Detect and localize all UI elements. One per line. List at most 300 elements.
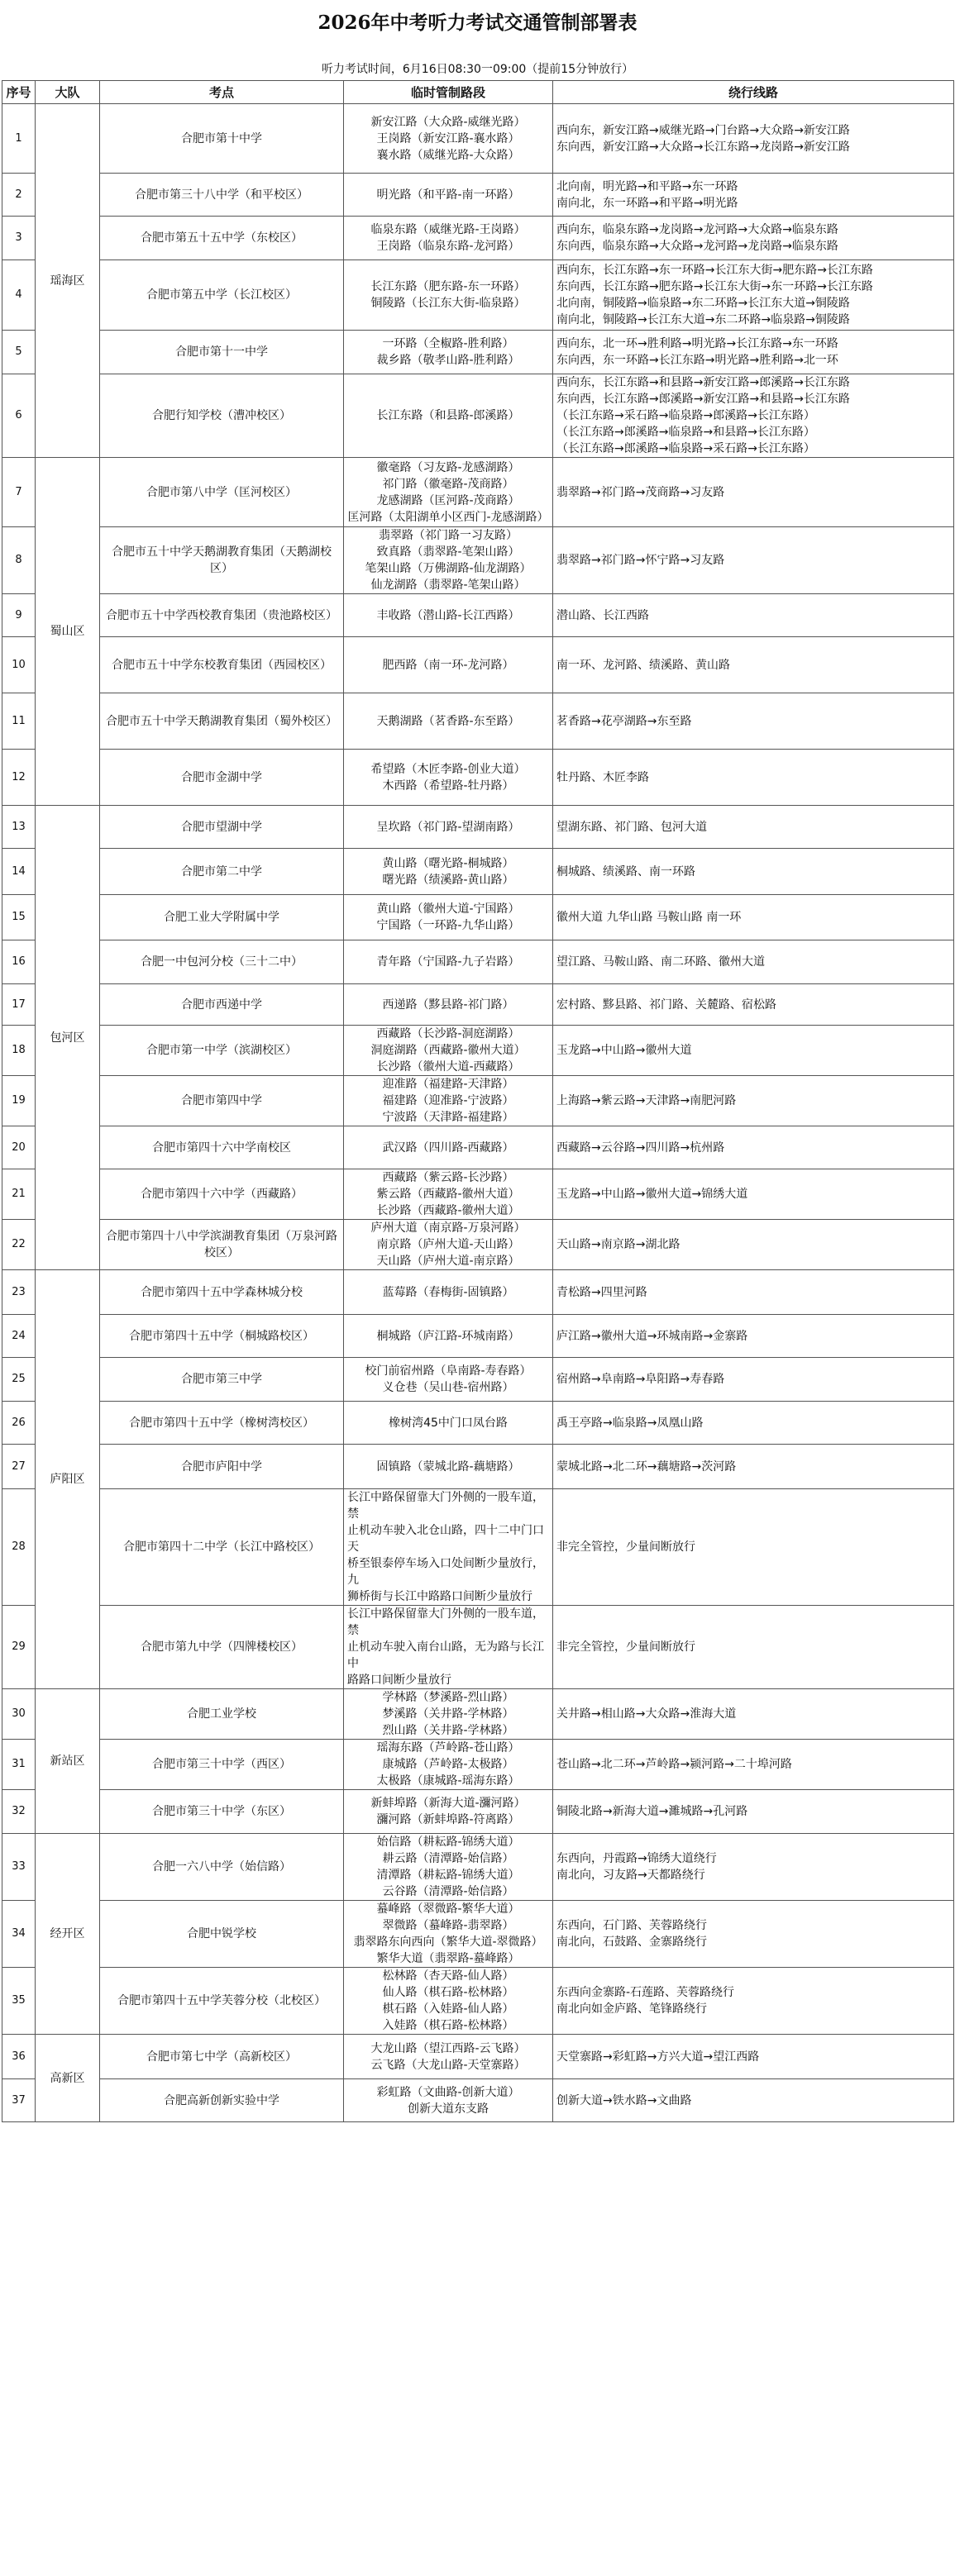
- detour-route-line: 苍山路→北二环→芦岭路→颍河路→二十埠河路: [556, 1758, 792, 1771]
- detour-route-line: 东向西，东一环路→长江东路→明光路→胜利路→北一环: [556, 354, 838, 367]
- row-number: 19: [2, 1076, 36, 1126]
- control-section-line: 福建路（迎准路-宁波路）: [382, 1094, 514, 1107]
- control-section-cell: [344, 527, 553, 594]
- table-row: [2, 984, 954, 1026]
- control-section-line: 宁波路（天津路-福建路）: [382, 1111, 514, 1124]
- detour-route-line: 牡丹路、木匠李路: [556, 770, 649, 784]
- row-number: 30: [2, 1689, 36, 1740]
- detour-route-cell: [553, 1834, 954, 1901]
- control-section-line: 仙龙湖路（翡翠路-笔架山路）: [370, 579, 526, 592]
- row-number: 18: [2, 1026, 36, 1076]
- brigade-cell: 蜀山区: [36, 458, 100, 806]
- row-number: 10: [2, 637, 36, 693]
- control-section-line: 创新大道东支路: [408, 2102, 489, 2116]
- detour-route-line: （长江东路→郎溪路→临泉路→和县路→长江东路）: [556, 426, 815, 439]
- row-number: 21: [2, 1169, 36, 1220]
- control-section-cell: [344, 1790, 553, 1834]
- control-section-line: 天鹅湖路（茗香路-东至路）: [376, 714, 520, 728]
- row-number: 35: [2, 1968, 36, 2035]
- detour-route-cell: [553, 594, 954, 637]
- detour-route-cell: [553, 1740, 954, 1790]
- row-number: 12: [2, 750, 36, 806]
- control-section-line: 黄山路（徽州大道-宁国路）: [376, 902, 520, 916]
- detour-route-line: 西向东，长江东路→和县路→新安江路→郎溪路→长江东路: [556, 376, 850, 389]
- control-section-cell: [344, 1315, 553, 1358]
- table-row: [2, 331, 954, 374]
- table-row: [2, 693, 954, 750]
- exam-site: 合肥市第一中学（滨湖校区）: [100, 1026, 344, 1076]
- row-number: 22: [2, 1220, 36, 1270]
- detour-route-line: 庐江路→徽州大道→环城南路→金寨路: [556, 1329, 748, 1343]
- detour-route-cell: [553, 260, 954, 331]
- control-section-line: 长江东路（肥东路-东一环路）: [370, 280, 526, 293]
- table-row: [2, 260, 954, 331]
- detour-route-cell: [553, 637, 954, 693]
- control-section-line: 新安江路（大众路-威继光路）: [370, 115, 526, 129]
- exam-site: 合肥一六八中学（始信路）: [100, 1834, 344, 1901]
- detour-route-line: 桐城路、绩溪路、南一环路: [556, 864, 695, 879]
- control-section-line: 匡河路（太阳湖单小区西门-龙感湖路）: [347, 510, 549, 524]
- control-section-cell: [344, 1220, 553, 1270]
- detour-route-cell: [553, 1126, 954, 1169]
- control-section-line: 呈坎路（祁门路-望湖南路）: [376, 820, 520, 834]
- detour-route-cell: [553, 1489, 954, 1606]
- control-section-line: 云谷路（清潭路-始信路）: [382, 1885, 514, 1898]
- control-section-line: 襄水路（威继光路-大众路）: [376, 148, 520, 162]
- control-section-line: 黄山路（曙光路-桐城路）: [382, 856, 514, 870]
- detour-route-cell: [553, 1220, 954, 1270]
- control-section-cell: [344, 806, 553, 849]
- control-section-cell: [344, 1901, 553, 1968]
- brigade-cell: 包河区: [36, 806, 100, 1270]
- control-section-line: 蓝莓路（春梅街-固镇路）: [382, 1285, 514, 1299]
- brigade-cell: 庐阳区: [36, 1270, 100, 1689]
- table-row: [2, 174, 954, 217]
- control-section-line: 迎准路（福建路-天津路）: [382, 1078, 514, 1091]
- control-section-line: 康城路（芦岭路-太极路）: [382, 1758, 514, 1771]
- detour-route-line: 非完全管控，少量间断放行: [556, 1540, 695, 1554]
- control-section-line: 始信路（耕耘路-锦绣大道）: [376, 1836, 520, 1849]
- control-section-line: 止机动车驶入南台山路，无为路与长江中: [347, 1640, 544, 1670]
- detour-route-cell: [553, 174, 954, 217]
- exam-site: 合肥市金湖中学: [100, 750, 344, 806]
- exam-time-note: 听力考试时间，6月16日08:30一09:00（提前15分钟放行）: [321, 63, 634, 76]
- exam-site: 合肥市第八中学（匡河校区）: [100, 458, 344, 527]
- control-section-line: 桐城路（庐江路-环城南路）: [376, 1329, 520, 1343]
- detour-route-cell: [553, 1169, 954, 1220]
- control-section-line: 彩虹路（文曲路-创新大道）: [376, 2085, 520, 2099]
- header-seq: 序号: [2, 81, 36, 104]
- row-number: 24: [2, 1315, 36, 1358]
- table-row: [2, 458, 954, 527]
- row-number: 5: [2, 331, 36, 374]
- exam-site: 合肥市第四十五中学（橡树湾校区）: [100, 1402, 344, 1445]
- detour-route-cell: [553, 1402, 954, 1445]
- brigade-cell: 经开区: [36, 1834, 100, 2035]
- row-number: 13: [2, 806, 36, 849]
- detour-route-cell: [553, 849, 954, 895]
- control-section-line: 新蚌埠路（新海大道-瀰河路）: [370, 1797, 526, 1810]
- exam-site: 合肥行知学校（漕冲校区）: [100, 374, 344, 458]
- detour-route-line: 西藏路→云谷路→四川路→杭州路: [556, 1140, 725, 1155]
- detour-route-line: 南向北，铜陵路→长江东大道→东二环路→临泉路→铜陵路: [556, 313, 850, 326]
- detour-route-line: 玉龙路→中山路→徽州大道: [556, 1044, 692, 1057]
- control-section-line: 木西路（希望路-牡丹路）: [382, 779, 514, 793]
- traffic-control-table: [2, 80, 954, 2122]
- table-row: [2, 1315, 954, 1358]
- detour-route-line: 创新大道→铁水路→文曲路: [556, 2093, 692, 2107]
- detour-route-cell: [553, 1689, 954, 1740]
- table-row: [2, 1689, 954, 1740]
- row-number: 37: [2, 2079, 36, 2122]
- detour-route-line: 潜山路、长江西路: [556, 608, 649, 622]
- detour-route-cell: [553, 2035, 954, 2079]
- exam-site: 合肥市第三十八中学（和平校区）: [100, 174, 344, 217]
- detour-route-line: 东西向，丹霞路→锦绣大道绕行: [556, 1852, 717, 1865]
- control-section-line: 棋石路（入娃路-仙人路）: [382, 2002, 514, 2016]
- detour-route-cell: [553, 1026, 954, 1076]
- control-section-line: 西递路（黟县路-祁门路）: [382, 998, 514, 1012]
- control-section-line: 瀰河路（新蚌埠路-符离路）: [376, 1813, 520, 1826]
- detour-route-line: 南北向，石鼓路、金寨路绕行: [556, 1936, 707, 1949]
- control-section-line: 天山路（庐州大道-南京路）: [376, 1255, 520, 1268]
- exam-site: 合肥市第四十六中学（西藏路）: [100, 1169, 344, 1220]
- table-row: [2, 527, 954, 594]
- table-row: [2, 637, 954, 693]
- control-section-line: 笔架山路（万佛湖路-仙龙湖路）: [365, 562, 532, 575]
- control-section-line: 固镇路（蒙城北路-藕塘路）: [376, 1459, 520, 1474]
- row-number: 11: [2, 693, 36, 750]
- detour-route-line: 茗香路→花亭湖路→东至路: [556, 714, 692, 728]
- table-row: [2, 806, 954, 849]
- exam-site: 合肥市第十一中学: [100, 331, 344, 374]
- row-number: 4: [2, 260, 36, 331]
- control-section-cell: [344, 1489, 553, 1606]
- row-number: 34: [2, 1901, 36, 1968]
- detour-route-cell: [553, 1790, 954, 1834]
- control-section-line: 止机动车驶入北仓山路，四十二中门口天: [347, 1524, 544, 1554]
- control-section-line: 西藏路（长沙路-洞庭湖路）: [376, 1027, 520, 1040]
- control-section-line: 大龙山路（望江西路-云飞路）: [370, 2041, 526, 2055]
- exam-site: 合肥市第四十八中学滨湖教育集团（万泉河路校区）: [100, 1220, 344, 1270]
- control-section-cell: [344, 1169, 553, 1220]
- row-number: 36: [2, 2035, 36, 2079]
- exam-site: 合肥市西递中学: [100, 984, 344, 1026]
- table-row: [2, 1076, 954, 1126]
- detour-route-cell: [553, 1358, 954, 1402]
- detour-route-cell: [553, 458, 954, 527]
- control-section-cell: [344, 1834, 553, 1901]
- row-number: 7: [2, 458, 36, 527]
- exam-site: 合肥市第三中学: [100, 1358, 344, 1402]
- detour-route-line: 天山路→南京路→湖北路: [556, 1238, 680, 1251]
- control-section-cell: [344, 1445, 553, 1489]
- detour-route-cell: [553, 527, 954, 594]
- exam-site: 合肥市五十中学天鹅湖教育集团（天鹅湖校区）: [100, 527, 344, 594]
- detour-route-cell: [553, 2079, 954, 2122]
- detour-route-cell: [553, 693, 954, 750]
- brigade-cell: 高新区: [36, 2035, 100, 2122]
- control-section-line: 翡翠路东向西向（繁华大道-翠微路）: [353, 1936, 543, 1949]
- control-section-cell: [344, 1270, 553, 1315]
- table-row: [2, 2035, 954, 2079]
- table-row: [2, 1901, 954, 1968]
- control-section-line: 龙感湖路（匡河路-茂商路）: [376, 493, 520, 507]
- control-section-cell: [344, 1740, 553, 1790]
- row-number: 1: [2, 104, 36, 174]
- detour-route-line: 西向东，临泉东路→龙岗路→龙河路→大众路→临泉东路: [556, 223, 838, 236]
- detour-route-cell: [553, 1606, 954, 1689]
- row-number: 25: [2, 1358, 36, 1402]
- detour-route-cell: [553, 1076, 954, 1126]
- control-section-line: 烈山路（关井路-学林路）: [382, 1724, 514, 1737]
- detour-route-line: 翡翠路→祁门路→怀宁路→习友路: [556, 554, 725, 567]
- detour-route-line: 西向东，北一环→胜利路→明光路→长江东路→东一环路: [556, 337, 838, 350]
- header-control-section: 临时管制路段: [344, 81, 553, 104]
- control-section-line: 致真路（翡翠路-笔架山路）: [376, 545, 520, 559]
- detour-route-line: 东西向金寨路-石莲路、芙蓉路绕行: [556, 1986, 735, 1999]
- control-section-cell: [344, 1026, 553, 1076]
- control-section-line: 入娃路（棋石路-松林路）: [382, 2019, 514, 2032]
- document-title: 2026年中考听力考试交通管制部署表: [318, 12, 637, 34]
- table-row: [2, 940, 954, 984]
- control-section-line: 王岗路（新安江路-襄水路）: [376, 131, 520, 145]
- table-row: [2, 1270, 954, 1315]
- header-exam-site: 考点: [100, 81, 344, 104]
- detour-route-line: 蒙城北路→北二环→藕塘路→茨河路: [556, 1459, 737, 1474]
- control-section-line: 肥西路（南一环-龙河路）: [382, 658, 514, 672]
- control-section-cell: [344, 594, 553, 637]
- table-row: [2, 217, 954, 260]
- row-number: 31: [2, 1740, 36, 1790]
- row-number: 9: [2, 594, 36, 637]
- exam-site: 合肥市第四中学: [100, 1076, 344, 1126]
- detour-route-line: 徽州大道 九华山路 马鞍山路 南一环: [556, 911, 742, 924]
- control-section-line: 狮桥街与长江中路路口间断少量放行: [347, 1590, 532, 1603]
- control-section-line: 紫云路（西藏路-徽州大道）: [376, 1188, 520, 1201]
- exam-site: 合肥市庐阳中学: [100, 1445, 344, 1489]
- row-number: 28: [2, 1489, 36, 1606]
- detour-route-cell: [553, 984, 954, 1026]
- table-row: [2, 1489, 954, 1606]
- table-row: [2, 104, 954, 174]
- control-section-cell: [344, 217, 553, 260]
- detour-route-line: 东向西，临泉东路→大众路→龙河路→龙岗路→临泉东路: [556, 240, 838, 253]
- detour-route-line: 望江路、马鞍山路、南二环路、徽州大道: [556, 955, 765, 969]
- exam-site: 合肥市第四十六中学南校区: [100, 1126, 344, 1169]
- control-section-line: 一环路（全椒路-胜利路）: [382, 337, 514, 350]
- table-header-row: [2, 81, 954, 104]
- control-section-cell: [344, 1126, 553, 1169]
- control-section-cell: [344, 174, 553, 217]
- row-number: 27: [2, 1445, 36, 1489]
- row-number: 17: [2, 984, 36, 1026]
- detour-route-cell: [553, 104, 954, 174]
- row-number: 16: [2, 940, 36, 984]
- control-section-line: 西藏路（紫云路-长沙路）: [382, 1171, 514, 1184]
- row-number: 33: [2, 1834, 36, 1901]
- detour-route-line: 宿州路→阜南路→阜阳路→寿春路: [556, 1373, 725, 1386]
- control-section-line: 校门前宿州路（阜南路-寿春路）: [365, 1364, 532, 1378]
- control-section-cell: [344, 984, 553, 1026]
- brigade-cell: 新站区: [36, 1689, 100, 1834]
- control-section-line: 明光路（和平路-南一环路）: [376, 188, 520, 202]
- control-section-line: 裁乡路（敬孝山路-胜利路）: [376, 354, 520, 367]
- control-section-line: 翠微路（蟇峰路-翡翠路）: [382, 1919, 514, 1932]
- exam-site: 合肥市第四十五中学森林城分校: [100, 1270, 344, 1315]
- row-number: 2: [2, 174, 36, 217]
- detour-route-line: 铜陵北路→新海大道→濉城路→孔河路: [556, 1805, 748, 1818]
- table-row: [2, 1606, 954, 1689]
- detour-route-line: 东向西，长江东路→郎溪路→新安江路→和县路→长江东路: [556, 393, 850, 406]
- control-section-line: 长沙路（徽州大道-西藏路）: [376, 1060, 520, 1074]
- control-section-line: 繁华大道（翡翠路-蟇峰路）: [376, 1952, 520, 1965]
- detour-route-line: 青松路→四里河路: [556, 1285, 647, 1299]
- detour-route-line: 东向西，长江东路→肥东路→长江东大街→东一环路→长江东路: [556, 280, 873, 293]
- exam-site: 合肥市第五十五中学（东校区）: [100, 217, 344, 260]
- detour-route-cell: [553, 806, 954, 849]
- row-number: 15: [2, 895, 36, 940]
- detour-route-line: 翡翠路→祁门路→茂商路→习友路: [556, 485, 725, 499]
- row-number: 23: [2, 1270, 36, 1315]
- control-section-line: 松林路（杏天路-仙人路）: [382, 1969, 514, 1983]
- detour-route-cell: [553, 217, 954, 260]
- exam-site: 合肥市第九中学（四牌楼校区）: [100, 1606, 344, 1689]
- control-section-cell: [344, 637, 553, 693]
- detour-route-cell: [553, 1270, 954, 1315]
- exam-site: 合肥市第四十二中学（长江中路校区）: [100, 1489, 344, 1606]
- control-section-line: 蟇峰路（翠微路-繁华大道）: [376, 1902, 520, 1916]
- detour-route-line: 上海路→紫云路→天津路→南肥河路: [556, 1094, 737, 1107]
- detour-route-line: 西向东，长江东路→东一环路→长江东大街→肥东路→长江东路: [556, 264, 873, 277]
- table-row: [2, 1220, 954, 1270]
- exam-site: 合肥市五十中学天鹅湖教育集团（蜀外校区）: [100, 693, 344, 750]
- table-row: [2, 1790, 954, 1834]
- detour-route-line: 南北向，习友路→天都路绕行: [556, 1869, 705, 1882]
- detour-route-line: 东西向，石门路、芙蓉路绕行: [556, 1919, 707, 1932]
- detour-route-cell: [553, 1315, 954, 1358]
- row-number: 20: [2, 1126, 36, 1169]
- detour-route-line: 南北向如金庐路、笔锋路绕行: [556, 2002, 707, 2016]
- brigade-cell: 瑶海区: [36, 104, 100, 458]
- control-section-line: 翡翠路（祁门路一习友路）: [379, 529, 518, 542]
- control-section-line: 太极路（康城路-瑶海东路）: [376, 1774, 520, 1788]
- control-section-line: 橡树湾45中门口凤台路: [389, 1416, 508, 1430]
- detour-route-line: 南向北，东一环路→和平路→明光路: [556, 196, 738, 210]
- table-row: [2, 594, 954, 637]
- control-section-cell: [344, 750, 553, 806]
- control-section-cell: [344, 2035, 553, 2079]
- control-section-line: 临泉东路（威继光路-王岗路）: [370, 223, 526, 236]
- header-detour-route: 绕行线路: [553, 81, 954, 104]
- detour-route-cell: [553, 750, 954, 806]
- control-section-line: 南京路（庐州大道-天山路）: [376, 1238, 520, 1251]
- exam-site: 合肥高新创新实验中学: [100, 2079, 344, 2122]
- detour-route-cell: [553, 1968, 954, 2035]
- exam-site: 合肥市望湖中学: [100, 806, 344, 849]
- control-section-line: 徽毫路（习友路-龙感湖路）: [376, 460, 520, 474]
- table-row: [2, 2079, 954, 2122]
- header-brigade: 大队: [36, 81, 100, 104]
- control-section-cell: [344, 458, 553, 527]
- exam-site: 合肥市第二中学: [100, 849, 344, 895]
- detour-route-cell: [553, 895, 954, 940]
- exam-site: 合肥市第三十中学（西区）: [100, 1740, 344, 1790]
- control-section-line: 仙人路（棋石路-松林路）: [382, 1986, 514, 1999]
- row-number: 29: [2, 1606, 36, 1689]
- detour-route-line: 关井路→相山路→大众路→淮海大道: [556, 1707, 737, 1721]
- exam-site: 合肥市第五中学（长江校区）: [100, 260, 344, 331]
- control-section-line: 梦溪路（关井路-学林路）: [382, 1707, 514, 1721]
- control-section-cell: [344, 1402, 553, 1445]
- row-number: 6: [2, 374, 36, 458]
- control-section-line: 路路口间断少量放行: [347, 1674, 451, 1687]
- row-number: 8: [2, 527, 36, 594]
- row-number: 26: [2, 1402, 36, 1445]
- control-section-cell: [344, 1076, 553, 1126]
- detour-route-cell: [553, 1901, 954, 1968]
- detour-route-line: 北向南，铜陵路→临泉路→东二环路→长江东大道→铜陵路: [556, 297, 850, 310]
- detour-route-cell: [553, 331, 954, 374]
- control-section-line: 武汉路（四川路-西藏路）: [382, 1140, 514, 1155]
- control-section-line: 洞庭湖路（西藏路-徽州大道）: [370, 1044, 526, 1057]
- control-section-line: 义仓巷（吴山巷-宿州路）: [382, 1381, 514, 1394]
- detour-route-line: 玉龙路→中山路→徽州大道→锦绣大道: [556, 1188, 748, 1201]
- detour-route-cell: [553, 1445, 954, 1489]
- exam-site: 合肥市五十中学东校教育集团（西园校区）: [100, 637, 344, 693]
- table-row: [2, 1968, 954, 2035]
- detour-route-line: 非完全管控，少量间断放行: [556, 1640, 695, 1654]
- control-section-line: 希望路（木匠李路-创业大道）: [370, 762, 526, 776]
- detour-route-line: 北向南，明光路→和平路→东一环路: [556, 179, 738, 193]
- control-section-line: 祁门路（徽毫路-茂商路）: [382, 477, 514, 491]
- detour-route-line: 禹王亭路→临泉路→凤凰山路: [556, 1416, 704, 1430]
- exam-site: 合肥市第十中学: [100, 104, 344, 174]
- control-section-line: 清潭路（耕耘路-锦绣大道）: [376, 1869, 520, 1882]
- detour-route-line: 东向西，新安江路→大众路→长江东路→龙岗路→新安江路: [556, 140, 850, 154]
- control-section-line: 曙光路（绩溪路-黄山路）: [382, 873, 514, 887]
- control-section-line: 丰收路（潜山路-长江西路）: [376, 608, 520, 622]
- exam-site: 合肥市第七中学（高新校区）: [100, 2035, 344, 2079]
- table-row: [2, 1740, 954, 1790]
- control-section-cell: [344, 331, 553, 374]
- control-section-line: 学林路（梦溪路-烈山路）: [382, 1691, 514, 1704]
- detour-route-line: 天堂寨路→彩虹路→方兴大道→望江西路: [556, 2050, 760, 2064]
- control-section-line: 长江中路保留靠大门外侧的一股车道，禁: [347, 1491, 544, 1521]
- detour-route-cell: [553, 374, 954, 458]
- detour-route-line: 宏村路、黟县路、祁门路、关麓路、宿松路: [556, 998, 776, 1012]
- control-section-line: 云飞路（大龙山路-天堂寨路）: [370, 2058, 526, 2072]
- detour-route-line: 南一环、龙河路、绩溪路、黄山路: [556, 658, 730, 672]
- table-row: [2, 895, 954, 940]
- control-section-cell: [344, 1606, 553, 1689]
- table-row: [2, 1445, 954, 1489]
- control-section-line: 瑶海东路（芦岭路-苍山路）: [376, 1741, 520, 1755]
- control-section-line: 王岗路（临泉东路-龙河路）: [376, 240, 520, 253]
- table-row: [2, 1169, 954, 1220]
- control-section-cell: [344, 849, 553, 895]
- detour-route-line: （长江东路→郎溪路→临泉路→采石路→长江东路）: [556, 442, 815, 455]
- control-section-line: 青年路（宁国路-九子岩路）: [376, 955, 520, 969]
- detour-route-line: 望湖东路、祁门路、包河大道: [556, 820, 707, 834]
- row-number: 32: [2, 1790, 36, 1834]
- row-number: 3: [2, 217, 36, 260]
- exam-site: 合肥一中包河分校（三十二中）: [100, 940, 344, 984]
- control-section-line: 庐州大道（南京路-万泉河路）: [370, 1221, 526, 1235]
- exam-site: 合肥市第四十五中学（桐城路校区）: [100, 1315, 344, 1358]
- control-section-cell: [344, 1689, 553, 1740]
- control-section-cell: [344, 104, 553, 174]
